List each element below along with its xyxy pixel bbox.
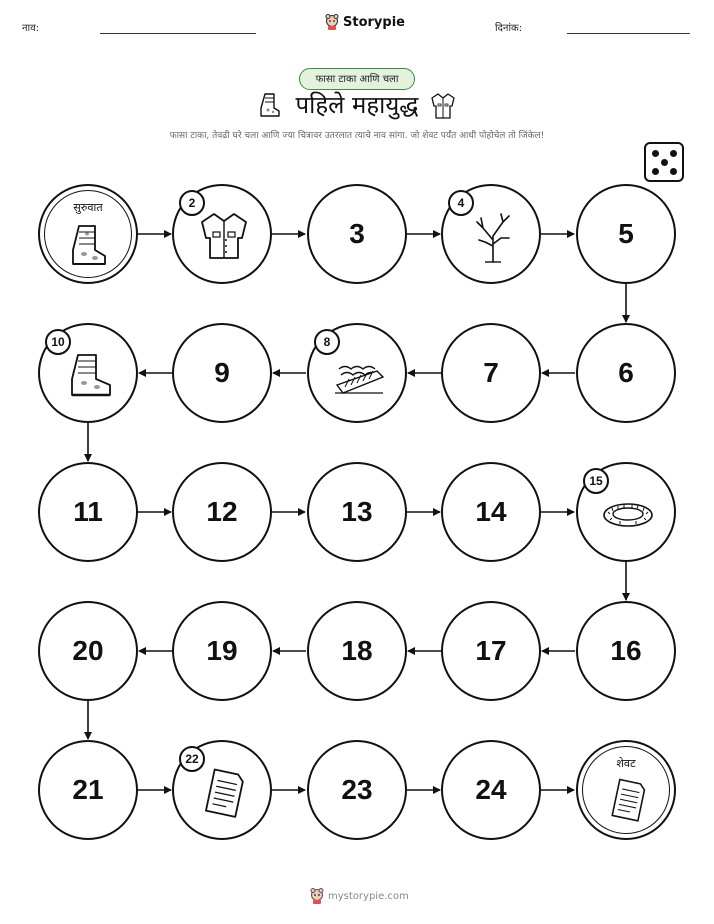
cell-number: 23 — [341, 774, 373, 805]
boot-icon — [67, 222, 113, 268]
cell-6[interactable] — [576, 323, 676, 423]
boot-icon — [258, 92, 282, 118]
cell-12[interactable] — [172, 462, 272, 562]
brand-name: Storypie — [343, 14, 405, 30]
cell-number: 19 — [206, 635, 238, 666]
jacket-icon — [198, 210, 250, 262]
cell-14[interactable] — [441, 462, 541, 562]
cell-9[interactable] — [172, 323, 272, 423]
page-title: पहिले महायुद्ध — [295, 91, 419, 119]
cell-4[interactable] — [441, 184, 541, 284]
instructions: फासा टाका, तेवढी घरे चला आणि ज्या चित्रावर उतरलात त्याचे नाव सांगा. जो शेवट पर्यंत आधी पोहोचेल तो जिंकेल! — [169, 131, 545, 141]
cell-number: 14 — [475, 496, 507, 527]
cell-number-badge: 22 — [179, 746, 205, 772]
cell-number: 20 — [72, 635, 104, 666]
cell-number: 3 — [349, 218, 365, 249]
cell-17[interactable] — [441, 601, 541, 701]
cell-number-badge: 8 — [314, 329, 340, 355]
cell-22[interactable] — [172, 740, 272, 840]
cell-number: 7 — [483, 357, 499, 388]
game-tag: फासा टाका आणि चला — [299, 68, 415, 90]
footer-url[interactable]: mystorypie.com — [328, 890, 409, 902]
storypie-mascot-icon — [310, 888, 324, 904]
cell-10[interactable] — [38, 323, 138, 423]
cell-8[interactable] — [307, 323, 407, 423]
cell-number: 11 — [73, 496, 103, 527]
cell-2[interactable] — [172, 184, 272, 284]
document-icon — [200, 768, 248, 818]
cell-23[interactable] — [307, 740, 407, 840]
cell-number-badge: 10 — [45, 329, 71, 355]
start-label: सुरुवात — [73, 201, 103, 214]
cell-number-badge: 2 — [179, 190, 205, 216]
cell-number: 12 — [206, 496, 238, 527]
cell-3[interactable] — [307, 184, 407, 284]
document-icon — [607, 778, 649, 822]
trench-icon — [331, 351, 387, 399]
brand-logo — [325, 14, 405, 30]
cell-number: 24 — [475, 774, 507, 805]
name-line[interactable] — [100, 33, 256, 34]
cell-number: 21 — [72, 774, 104, 805]
cell-number: 9 — [214, 357, 230, 388]
cell-number: 5 — [618, 218, 634, 249]
name-label: नाव: — [22, 23, 40, 34]
cell-number: 17 — [475, 635, 507, 666]
cell-15[interactable] — [576, 462, 676, 562]
boot-icon — [64, 351, 118, 401]
cell-20[interactable] — [38, 601, 138, 701]
cell-number: 6 — [618, 357, 634, 388]
dice-icon — [644, 142, 684, 182]
end-label: शेवट — [616, 757, 636, 770]
cell-13[interactable] — [307, 462, 407, 562]
cell-number-badge: 4 — [448, 190, 474, 216]
cell-7[interactable] — [441, 323, 541, 423]
cell-number: 16 — [610, 635, 642, 666]
cell-number: 13 — [341, 496, 373, 527]
cell-16[interactable] — [576, 601, 676, 701]
cell-5[interactable] — [576, 184, 676, 284]
cell-19[interactable] — [172, 601, 272, 701]
cell-21[interactable] — [38, 740, 138, 840]
cell-number: 18 — [341, 635, 373, 666]
date-line[interactable] — [567, 33, 690, 34]
cell-end[interactable] — [576, 740, 676, 840]
cell-24[interactable] — [441, 740, 541, 840]
jacket-icon — [430, 92, 456, 120]
cell-18[interactable] — [307, 601, 407, 701]
cell-start[interactable] — [38, 184, 138, 284]
crater-icon — [600, 498, 656, 532]
tree-icon — [469, 210, 517, 264]
date-label: दिनांक: — [495, 23, 523, 34]
cell-number-badge: 15 — [583, 468, 609, 494]
cell-11[interactable] — [38, 462, 138, 562]
storypie-mascot-icon — [325, 14, 339, 30]
footer — [310, 888, 409, 904]
